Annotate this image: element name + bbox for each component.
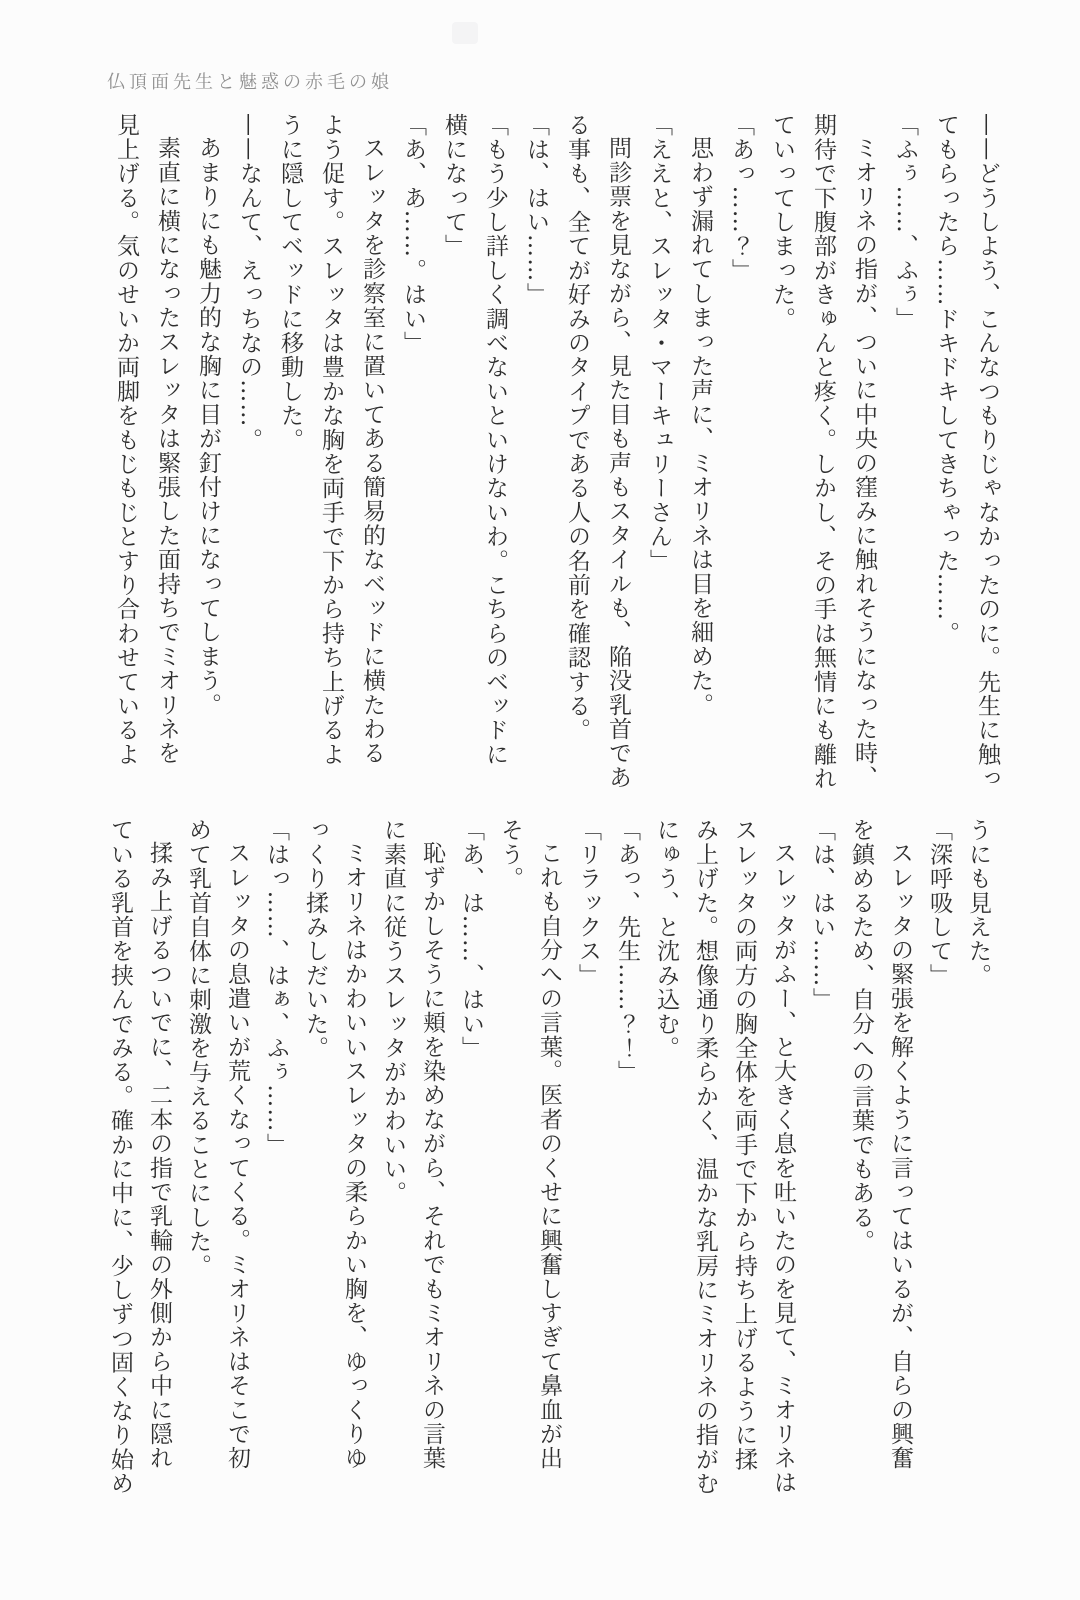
text-line: 「もう少し詳しく調べないといけないわ。こちらのベッドに [482,113,508,767]
text-line: 「は、はい……」 [523,113,549,307]
text-line: 問診票を見ながら、見た目も声もスタイルも、陥没乳首であ [605,136,631,790]
text-line: 「あっ、先生……？！」 [614,818,640,1085]
text-line: ——どうしよう、こんなつもりじゃなかったのに。先生に触っ [974,113,1000,791]
text-line: に素直に従うスレッタがかわいい。 [380,818,406,1206]
text-line: 見上げる。気のせいか両脚をもじもじとすり合わせているよ [113,113,139,767]
text-line: 「リラックス」 [575,818,601,988]
text-line: スレッタを診察室に置いてある簡易的なベッドに横たわる [359,136,385,766]
text-line: スレッタがふー、と大きく息を吐いたのを見て、ミオリネは [770,841,796,1495]
text-line: 恥ずかしそうに頬を染めながら、それでもミオリネの言葉 [419,841,445,1471]
text-line: ている乳首を挟んでみる。確かに中に、少しずつ固くなり始め [107,818,133,1496]
text-line: ミオリネの指が、ついに中央の窪みに触れそうになった時、 [851,136,877,790]
text-line: そう。 [497,818,523,891]
text-line: ——なんて、えっちなの……。 [236,113,262,452]
text-line: めて乳首自体に刺激を与えることにした。 [185,818,211,1278]
text-line: スレッタの両方の胸全体を両手で下から持ち上げるように揉 [731,818,757,1472]
text-line: 「深呼吸して」 [926,818,952,988]
text-row-bottom [100,818,997,1522]
text-line: てもらったら……ドキドキしてきちゃった……。 [933,113,959,646]
text-line: ミオリネはかわいいスレッタの柔らかい胸を、ゆっくりゆ [341,841,367,1471]
text-line: 「ふぅ……、ふぅ」 [892,113,918,331]
text-line: 「ええと、スレッタ・マーキュリーさん」 [646,113,672,573]
text-line: 横になって」 [441,113,467,259]
text-line: を鎮めるため、自分への言葉でもある。 [848,818,874,1254]
text-line: よう促す。スレッタは豊かな胸を両手で下から持ち上げるよ [318,113,344,767]
text-line: っくり揉みしだいた。 [302,818,328,1060]
text-line: うに隠してベッドに移動した。 [277,113,303,452]
text-line: あまりにも魅力的な胸に目が釘付けになってしまう。 [195,136,221,717]
text-line: 思わず漏れてしまった声に、ミオリネは目を細めた。 [687,136,713,717]
text-line: スレッタの緊張を解くように言ってはいるが、自らの興奮 [887,841,913,1471]
text-line: み上げた。想像通り柔らかく、温かな乳房にミオリネの指がむ [692,818,718,1496]
text-line: ていってしまった。 [769,113,795,331]
text-line: る事も、全てが好みのタイプである人の名前を確認する。 [564,113,590,743]
text-line: 素直に横になったスレッタは緊張した面持ちでミオリネを [154,136,180,766]
text-line: 「あ、あ……。はい」 [400,113,426,355]
scan-smudge [452,22,478,44]
running-title: 仏頂面先生と魅惑の赤毛の娘 [107,72,393,93]
text-line: 「あっ……？」 [728,113,754,283]
text-line: うにも見えた。 [965,818,991,988]
text-line: にゅう、と沈み込む。 [653,818,679,1060]
text-line: 「あ、は……、はい」 [458,818,484,1060]
text-line: これも自分への言葉。医者のくせに興奮しすぎて鼻血が出 [536,841,562,1471]
text-line: 期待で下腹部がきゅんと疼く。しかし、その手は無情にも離れ [810,113,836,791]
text-line: 揉み上げるついでに、二本の指で乳輪の外側から中に隠れ [146,841,172,1471]
text-line: スレッタの息遣いが荒くなってくる。ミオリネはそこで初 [224,841,250,1471]
text-row-top [105,113,1007,805]
text-line: 「はっ……、はぁ、ふぅ……」 [263,818,289,1157]
text-line: 「は、はい……」 [809,818,835,1012]
